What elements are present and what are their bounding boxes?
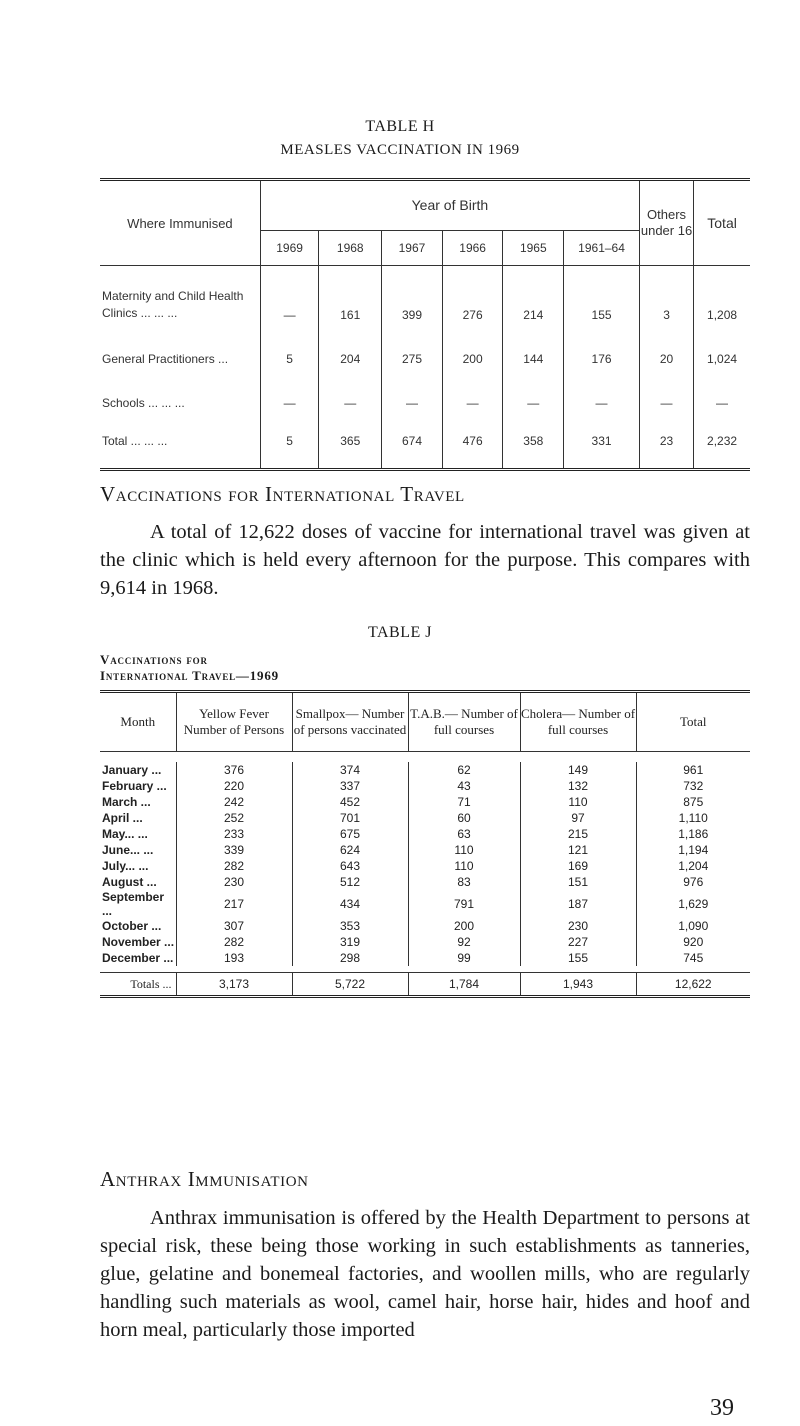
cell: 275 <box>382 326 443 370</box>
header-year-1968: 1968 <box>319 230 382 265</box>
header-tab: T.A.B.— Number of full courses <box>408 692 520 752</box>
table-row <box>100 266 750 327</box>
cell: 298 <box>292 950 408 966</box>
row-label: Schools ... ... ... <box>102 396 185 410</box>
table-row <box>100 762 750 778</box>
cell: 242 <box>176 794 292 810</box>
cell: 961 <box>636 762 750 778</box>
table-j-subtitle-line2: International Travel—1969 <box>100 668 279 683</box>
totals-cell: 5,722 <box>292 973 408 997</box>
cell: — <box>639 370 693 414</box>
cell: 282 <box>176 858 292 874</box>
table-row <box>100 934 750 950</box>
cell: 376 <box>176 762 292 778</box>
cell: 92 <box>408 934 520 950</box>
cell: 23 <box>639 414 693 470</box>
cell: 63 <box>408 826 520 842</box>
cell: — <box>260 266 319 327</box>
cell: 1,208 <box>694 266 750 327</box>
table-row <box>100 826 750 842</box>
cell: 215 <box>520 826 636 842</box>
table-row <box>100 810 750 826</box>
month-cell: October ... <box>102 919 162 933</box>
cell: 1,024 <box>694 326 750 370</box>
cell: 624 <box>292 842 408 858</box>
totals-label: Totals ... <box>130 976 172 991</box>
header-year-1961-64: 1961–64 <box>564 230 640 265</box>
table-h-title: MEASLES VACCINATION IN 1969 <box>280 142 520 158</box>
cell: 358 <box>503 414 564 470</box>
cell: 155 <box>520 950 636 966</box>
month-cell: July... ... <box>102 859 149 873</box>
month-cell: January ... <box>102 763 162 777</box>
cell: 144 <box>503 326 564 370</box>
section-heading-anthrax: Anthrax Immunisation <box>100 1167 309 1191</box>
table-row <box>100 950 750 966</box>
header-year-1965: 1965 <box>503 230 564 265</box>
header-total: Total <box>694 180 750 266</box>
month-cell: November ... <box>102 935 175 949</box>
cell: 169 <box>520 858 636 874</box>
cell: 132 <box>520 778 636 794</box>
cell: — <box>503 370 564 414</box>
cell: 233 <box>176 826 292 842</box>
cell: 875 <box>636 794 750 810</box>
cell: 282 <box>176 934 292 950</box>
cell: 1,204 <box>636 858 750 874</box>
cell: 674 <box>382 414 443 470</box>
cell: 2,232 <box>694 414 750 470</box>
header-year-of-birth: Year of Birth <box>260 180 639 231</box>
cell: 200 <box>442 326 503 370</box>
cell: 3 <box>639 266 693 327</box>
cell: 230 <box>520 918 636 934</box>
cell: — <box>694 370 750 414</box>
cell: 176 <box>564 326 640 370</box>
cell: 110 <box>408 858 520 874</box>
table-row <box>100 326 750 370</box>
cell: 365 <box>319 414 382 470</box>
cell: 71 <box>408 794 520 810</box>
header-smallpox: Smallpox— Number of persons vaccinated <box>292 692 408 752</box>
table-j-subtitle-line1: Vaccinations for <box>100 652 208 667</box>
cell: 204 <box>319 326 382 370</box>
header-yellow-fever: Yellow Fever Number of Persons <box>176 692 292 752</box>
anthrax-paragraph: Anthrax immunisation is offered by the Health Department to persons at special risk, these being those working in such establishments as tanneries, glue, gelatine and bonemeal factories, and woollen mills, who are regularly handling such materials as wool, camel hair, horse hair, hides and hoof and horn meal, particularly those imported <box>100 1207 750 1341</box>
table-row-totals <box>100 973 750 997</box>
cell: 920 <box>636 934 750 950</box>
header-year-1969: 1969 <box>260 230 319 265</box>
cell: 5 <box>260 326 319 370</box>
cell: 452 <box>292 794 408 810</box>
cell: 121 <box>520 842 636 858</box>
cell: 60 <box>408 810 520 826</box>
cell: 230 <box>176 874 292 890</box>
cell: 20 <box>639 326 693 370</box>
totals-cell: 1,943 <box>520 973 636 997</box>
table-j-caption: TABLE J <box>368 624 432 641</box>
table-row <box>100 778 750 794</box>
table-row <box>100 890 750 918</box>
cell: 374 <box>292 762 408 778</box>
header-month: Month <box>120 714 156 729</box>
cell: 434 <box>292 890 408 918</box>
cell: 643 <box>292 858 408 874</box>
month-cell: April ... <box>102 811 143 825</box>
cell: 399 <box>382 266 443 327</box>
cell: 161 <box>319 266 382 327</box>
cell: — <box>260 370 319 414</box>
month-cell: February ... <box>102 779 167 793</box>
table-row <box>100 874 750 890</box>
cell: 155 <box>564 266 640 327</box>
totals-cell: 1,784 <box>408 973 520 997</box>
cell: 227 <box>520 934 636 950</box>
cell: 276 <box>442 266 503 327</box>
cell: — <box>382 370 443 414</box>
international-travel-table <box>100 690 750 998</box>
header-others-under-16: Others under 16 <box>639 180 693 266</box>
cell: 745 <box>636 950 750 966</box>
cell: 187 <box>520 890 636 918</box>
cell: 217 <box>176 890 292 918</box>
table-row <box>100 370 750 414</box>
cell: 976 <box>636 874 750 890</box>
cell: 353 <box>292 918 408 934</box>
measles-vaccination-table <box>100 178 750 471</box>
cell: 193 <box>176 950 292 966</box>
header-total: Total <box>636 692 750 752</box>
cell: 701 <box>292 810 408 826</box>
header-where-immunised: Where Immunised <box>127 215 233 231</box>
cell: 1,186 <box>636 826 750 842</box>
cell: 331 <box>564 414 640 470</box>
month-cell: March ... <box>102 795 151 809</box>
cell: 5 <box>260 414 319 470</box>
header-year-1967: 1967 <box>382 230 443 265</box>
cell: 43 <box>408 778 520 794</box>
international-travel-paragraph: A total of 12,622 doses of vaccine for international travel was given at the clinic which is held every afternoon for the purpose. This compares with 9,614 in 1968. <box>100 521 750 599</box>
cell: 149 <box>520 762 636 778</box>
cell: 110 <box>520 794 636 810</box>
cell: — <box>564 370 640 414</box>
month-cell: August ... <box>102 875 157 889</box>
row-label: General Practitioners ... <box>102 352 229 366</box>
cell: 791 <box>408 890 520 918</box>
cell: — <box>319 370 382 414</box>
cell: 110 <box>408 842 520 858</box>
cell: 200 <box>408 918 520 934</box>
row-label: Maternity and Child Health Clinics ... ... ... <box>102 289 244 320</box>
month-cell: June... ... <box>102 843 154 857</box>
table-row <box>100 918 750 934</box>
totals-cell: 3,173 <box>176 973 292 997</box>
cell: 339 <box>176 842 292 858</box>
table-row <box>100 842 750 858</box>
cell: 1,090 <box>636 918 750 934</box>
cell: 220 <box>176 778 292 794</box>
table-row-total <box>100 414 750 470</box>
cell: 214 <box>503 266 564 327</box>
cell: 252 <box>176 810 292 826</box>
cell: — <box>442 370 503 414</box>
cell: 319 <box>292 934 408 950</box>
cell: 83 <box>408 874 520 890</box>
cell: 99 <box>408 950 520 966</box>
cell: 337 <box>292 778 408 794</box>
cell: 675 <box>292 826 408 842</box>
cell: 307 <box>176 918 292 934</box>
page-number: 39 <box>710 1395 734 1421</box>
month-cell: September ... <box>102 890 165 918</box>
cell: 476 <box>442 414 503 470</box>
row-label: Total ... ... ... <box>102 434 168 448</box>
section-heading-international-travel: Vaccinations for International Travel <box>100 482 465 506</box>
table-row <box>100 794 750 810</box>
table-row <box>100 858 750 874</box>
month-cell: May... ... <box>102 827 148 841</box>
cell: 1,110 <box>636 810 750 826</box>
header-year-1966: 1966 <box>442 230 503 265</box>
cell: 97 <box>520 810 636 826</box>
table-h-caption: TABLE H <box>365 118 435 135</box>
cell: 512 <box>292 874 408 890</box>
month-cell: December ... <box>102 951 174 965</box>
cell: 1,629 <box>636 890 750 918</box>
header-cholera: Cholera— Number of full courses <box>520 692 636 752</box>
cell: 732 <box>636 778 750 794</box>
totals-cell: 12,622 <box>636 973 750 997</box>
cell: 151 <box>520 874 636 890</box>
cell: 62 <box>408 762 520 778</box>
cell: 1,194 <box>636 842 750 858</box>
